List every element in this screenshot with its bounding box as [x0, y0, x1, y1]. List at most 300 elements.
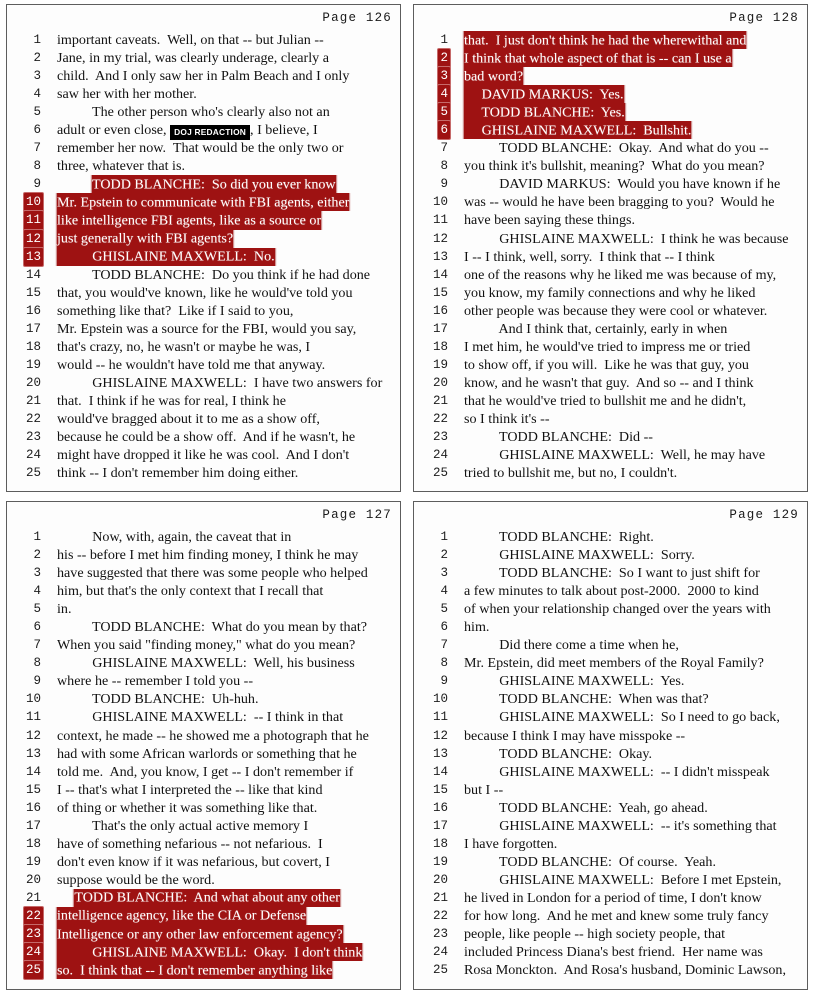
plain-text: TODD BLANCHE: Uh-huh. [57, 691, 259, 708]
line-number [11, 193, 43, 209]
plain-text: TODD BLANCHE: When was that? [464, 691, 709, 708]
transcript-line [418, 31, 803, 49]
transcript-line [418, 871, 803, 889]
line-text [450, 817, 803, 835]
line-text [450, 31, 803, 49]
plain-text: GHISLAINE MAXWELL: -- I think in that [57, 709, 344, 726]
transcript-line [11, 139, 396, 157]
plain-text: would -- he wouldn't have told me that anyway. [57, 356, 326, 373]
highlighted-text: that. I just don't think he had the wherewithal and [464, 32, 747, 48]
plain-text: one of the reasons why he liked me was because of my, [464, 266, 777, 283]
transcript-page-quadrant [0, 497, 407, 995]
plain-text: adult or even close, [57, 122, 171, 139]
line-number [418, 708, 450, 724]
line-number-value: 19 [25, 854, 41, 869]
line-text [450, 211, 803, 229]
plain-text: GHISLAINE MAXWELL: I think he was because [464, 230, 789, 247]
line-number-value: 14 [25, 764, 41, 779]
line-text [43, 230, 396, 248]
line-number [11, 338, 43, 354]
line-number [11, 799, 43, 815]
line-number-value: 20 [25, 375, 41, 390]
line-number-value: 25 [432, 466, 448, 481]
line-text [43, 374, 396, 392]
line-number [11, 103, 43, 119]
transcript-line [418, 600, 803, 618]
line-number [418, 302, 450, 318]
line-number [11, 320, 43, 336]
line-text [43, 211, 396, 229]
transcript-line [11, 31, 396, 49]
line-text [450, 139, 803, 157]
line-text [43, 853, 396, 871]
line-number [11, 817, 43, 833]
line-text [43, 410, 396, 428]
line-number [11, 85, 43, 101]
transcript-line [418, 230, 803, 248]
line-number-value: 11 [432, 213, 448, 228]
plain-text: TODD BLANCHE: Did -- [464, 429, 653, 446]
line-number-value: 16 [25, 800, 41, 815]
plain-text: , I believe, I [250, 122, 318, 139]
transcript-line [11, 564, 396, 582]
line-number [11, 781, 43, 797]
plain-text: I -- that's what I interpreted the -- like that kind [57, 781, 323, 798]
line-number [418, 871, 450, 887]
transcript-line [11, 781, 396, 799]
line-text [43, 727, 396, 745]
line-number [418, 230, 450, 246]
transcript-line [418, 139, 803, 157]
transcript-line [11, 85, 396, 103]
plain-text: because he could be a show off. And if he wasn't, he [57, 429, 356, 446]
line-text [43, 636, 396, 654]
line-number-value: 6 [33, 620, 41, 635]
line-number-value: 17 [432, 321, 448, 336]
transcript-line [11, 320, 396, 338]
transcript-line [11, 618, 396, 636]
plain-text: Rosa Monckton. And Rosa's husband, Dominic Lawson, [464, 962, 786, 979]
plain-text: other people was because they were cool or whatever. [464, 302, 768, 319]
line-number-value: 6 [440, 620, 448, 635]
transcript-lines [11, 30, 396, 482]
line-number-value: 12 [25, 728, 41, 743]
transcript-page-quadrant [407, 0, 814, 497]
plain-text: When you said "finding money," what do you mean? [57, 637, 356, 654]
line-text [450, 871, 803, 889]
line-number [418, 690, 450, 706]
transcript-line [11, 672, 396, 690]
transcript-line [11, 230, 396, 248]
line-number [418, 889, 450, 905]
line-number [11, 139, 43, 155]
transcript-line [418, 320, 803, 338]
transcript-line [11, 121, 396, 139]
line-number [11, 49, 43, 65]
transcript-line [418, 943, 803, 961]
line-number-value: 24 [24, 943, 43, 961]
line-text [43, 835, 396, 853]
line-number-value: 7 [440, 141, 448, 156]
plain-text: GHISLAINE MAXWELL: I have two answers for [57, 374, 383, 391]
page-header-label: Page 126 [322, 11, 392, 25]
line-number-value: 2 [33, 548, 41, 563]
line-number-value: 10 [432, 195, 448, 210]
line-text [450, 636, 803, 654]
line-number-value: 22 [24, 907, 43, 925]
line-number-value: 4 [438, 85, 450, 103]
transcript-line [11, 871, 396, 889]
line-number [11, 961, 43, 977]
line-text [450, 727, 803, 745]
plain-text: that he would've tried to bullshit me and he didn't, [464, 392, 747, 409]
transcript-line [11, 103, 396, 121]
line-number-value: 23 [25, 430, 41, 445]
line-text [43, 781, 396, 799]
line-number [418, 799, 450, 815]
line-number-value: 10 [432, 692, 448, 707]
line-number [418, 320, 450, 336]
line-number [418, 356, 450, 372]
line-number-value: 15 [25, 285, 41, 300]
plain-text: GHISLAINE MAXWELL: Well, his business [57, 655, 355, 672]
line-number [418, 284, 450, 300]
transcript-line [418, 392, 803, 410]
transcript-line [418, 618, 803, 636]
line-number-value: 4 [440, 584, 448, 599]
line-number-value: 3 [438, 67, 450, 85]
highlighted-text: Intelligence or any other law enforcement agency? [57, 926, 343, 943]
line-number [418, 374, 450, 390]
line-number [11, 230, 43, 246]
line-number [418, 600, 450, 616]
transcript-line [418, 564, 803, 582]
line-text [450, 248, 803, 266]
line-number-value: 7 [33, 638, 41, 653]
line-text [450, 781, 803, 799]
line-text [450, 85, 803, 103]
transcript-line [11, 727, 396, 745]
line-number-value: 14 [432, 764, 448, 779]
line-number [418, 546, 450, 562]
transcript-page-quadrant [0, 0, 407, 497]
line-text [43, 925, 396, 943]
line-text [450, 49, 803, 67]
plain-text: TODD BLANCHE: Yeah, go ahead. [464, 799, 708, 816]
line-number [418, 853, 450, 869]
line-number [11, 410, 43, 426]
line-text [43, 799, 396, 817]
line-number [11, 564, 43, 580]
plain-text: him, but that's the only context that I recall that [57, 583, 324, 600]
transcript-line [11, 799, 396, 817]
line-number [418, 564, 450, 580]
plain-text: his -- before I met him finding money, I think he may [57, 547, 359, 564]
line-text [43, 961, 396, 979]
line-number [11, 392, 43, 408]
line-number [11, 175, 43, 191]
line-number-value: 21 [25, 890, 41, 905]
line-text [450, 320, 803, 338]
plain-text: tried to bullshit me, but no, I couldn't. [464, 465, 678, 482]
line-number [418, 925, 450, 941]
transcript-line [11, 374, 396, 392]
plain-text: have suggested that there was some people who helped [57, 565, 368, 582]
line-number-value: 12 [432, 728, 448, 743]
plain-text: context, he made -- he showed me a photograph that he [57, 727, 369, 744]
line-number-value: 24 [432, 945, 448, 960]
line-text [43, 582, 396, 600]
transcript-line [11, 157, 396, 175]
line-number [418, 31, 450, 47]
line-text [43, 428, 396, 446]
transcript-line [418, 175, 803, 193]
transcript-line [11, 338, 396, 356]
plain-text: Mr. Epstein, did meet members of the Royal Family? [464, 655, 764, 672]
line-number [418, 582, 450, 598]
transcript-line [418, 582, 803, 600]
line-number-value: 5 [33, 602, 41, 617]
transcript-line [418, 338, 803, 356]
transcript-line [11, 853, 396, 871]
line-number-value: 5 [440, 602, 448, 617]
transcript-line [418, 211, 803, 229]
line-number [418, 636, 450, 652]
line-text [450, 708, 803, 726]
line-text [450, 67, 803, 85]
transcript-line [418, 961, 803, 979]
transcript-page [413, 4, 808, 492]
plain-text: would've bragged about it to me as a show off, [57, 410, 320, 427]
line-number-value: 9 [440, 674, 448, 689]
plain-text: DAVID MARKUS: Would you have known if he [464, 176, 781, 193]
plain-text: TODD BLANCHE: Okay. [464, 745, 653, 762]
plain-text: might have dropped it like he was cool. And I don't [57, 447, 350, 464]
line-number [11, 654, 43, 670]
line-number [418, 193, 450, 209]
line-number-value: 8 [440, 656, 448, 671]
plain-text [57, 176, 92, 192]
highlighted-text: like intelligence FBI agents, like as a source or [57, 212, 322, 229]
plain-text: know, and he wasn't that guy. And so -- and I think [464, 374, 754, 391]
line-number [418, 464, 450, 480]
transcript-line [11, 248, 396, 266]
page-header-label: Page 129 [729, 508, 799, 522]
line-number-value: 13 [25, 746, 41, 761]
transcript-line [418, 103, 803, 121]
transcript-page-quadrant [407, 497, 814, 995]
plain-text [57, 890, 74, 906]
line-number-value: 12 [24, 230, 43, 248]
line-text [43, 871, 396, 889]
line-text [450, 103, 803, 121]
line-number-value: 24 [432, 448, 448, 463]
transcript-line [11, 464, 396, 482]
line-text [43, 907, 396, 925]
line-text [43, 817, 396, 835]
line-number [11, 672, 43, 688]
plain-text: of when your relationship changed over the years with [464, 601, 771, 618]
line-number [11, 600, 43, 616]
line-text [43, 284, 396, 302]
transcript-line [418, 356, 803, 374]
plain-text: for how long. And he met and knew some truly fancy [464, 907, 769, 924]
plain-text: something like that? Like if I said to you, [57, 302, 294, 319]
transcript-line [418, 374, 803, 392]
line-text [450, 464, 803, 482]
plain-text: so I think it's -- [464, 410, 550, 427]
line-text [450, 193, 803, 211]
line-number-value: 1 [440, 33, 448, 47]
transcript-line [11, 817, 396, 835]
line-text [450, 528, 803, 546]
line-number-value: 16 [25, 303, 41, 318]
highlighted-text: Mr. Epstein to communicate with FBI agents, either [57, 194, 350, 211]
line-number [11, 31, 43, 47]
line-number [11, 266, 43, 282]
transcript-line [418, 781, 803, 799]
transcript-line [11, 546, 396, 564]
transcript-page [6, 501, 401, 990]
line-number [418, 763, 450, 779]
line-number [11, 284, 43, 300]
line-number [11, 907, 43, 923]
line-text [43, 175, 396, 193]
line-number-value: 25 [432, 963, 448, 978]
line-number-value: 19 [432, 854, 448, 869]
transcript-line [418, 49, 803, 67]
plain-text: GHISLAINE MAXWELL: -- I didn't misspeak [464, 763, 770, 780]
line-text [450, 600, 803, 618]
transcript-line [418, 799, 803, 817]
line-text [450, 374, 803, 392]
transcript-line [418, 672, 803, 690]
line-number-value: 4 [33, 584, 41, 599]
line-number [11, 853, 43, 869]
line-text [43, 745, 396, 763]
line-number [11, 428, 43, 444]
highlighted-text: GHISLAINE MAXWELL: Bullshit. [464, 122, 692, 139]
line-number [418, 49, 450, 65]
transcript-line [11, 582, 396, 600]
transcript-lines [418, 30, 803, 482]
transcript-line [418, 446, 803, 464]
line-number-value: 24 [25, 448, 41, 463]
line-number [418, 103, 450, 119]
line-number-value: 5 [33, 105, 41, 120]
line-number [418, 175, 450, 191]
transcript-line [418, 889, 803, 907]
highlighted-text: TODD BLANCHE: And what about any other [74, 889, 340, 906]
line-text [43, 690, 396, 708]
line-number [11, 121, 43, 137]
line-number [418, 67, 450, 83]
transcript-line [418, 835, 803, 853]
transcript-line [11, 907, 396, 925]
line-number-value: 12 [432, 231, 448, 246]
transcript-line [418, 157, 803, 175]
plain-text: That's the only actual active memory I [57, 817, 309, 834]
line-number-value: 9 [33, 674, 41, 689]
line-number [418, 211, 450, 227]
line-text [450, 266, 803, 284]
plain-text: GHISLAINE MAXWELL: So I need to go back, [464, 709, 780, 726]
line-text [450, 690, 803, 708]
line-text [43, 139, 396, 157]
line-number-value: 8 [33, 656, 41, 671]
plain-text: I -- I think, well, sorry. I think that -- I think [464, 248, 715, 265]
line-number-value: 7 [440, 638, 448, 653]
line-text [450, 564, 803, 582]
transcript-line [418, 636, 803, 654]
line-number-value: 18 [432, 836, 448, 851]
line-number [11, 618, 43, 634]
line-number [11, 446, 43, 462]
line-number-value: 11 [432, 710, 448, 725]
line-number-value: 14 [432, 267, 448, 282]
line-text [43, 121, 396, 140]
plain-text: told me. And, you know, I get -- I don't remember if [57, 763, 354, 780]
line-text [450, 907, 803, 925]
highlighted-text: DAVID MARKUS: Yes. [464, 86, 624, 103]
line-number [418, 781, 450, 797]
transcript-line [418, 708, 803, 726]
line-number-value: 19 [25, 357, 41, 372]
plain-text: Did there come a time when he, [464, 637, 679, 654]
transcript-line [11, 266, 396, 284]
transcript-line [418, 528, 803, 546]
transcript-line [11, 410, 396, 428]
plain-text: I have forgotten. [464, 835, 558, 852]
transcript-line [11, 392, 396, 410]
transcript-line [11, 211, 396, 229]
plain-text: in. [57, 601, 72, 618]
plain-text: Mr. Epstein was a source for the FBI, would you say, [57, 320, 357, 337]
line-number [11, 889, 43, 905]
line-number-value: 3 [33, 566, 41, 581]
line-number [11, 374, 43, 390]
line-number [418, 672, 450, 688]
line-text [43, 85, 396, 103]
line-number-value: 1 [33, 530, 41, 544]
line-number [418, 943, 450, 959]
line-number-value: 2 [440, 548, 448, 563]
highlighted-text: just generally with FBI agents? [57, 230, 234, 247]
line-number-value: 15 [25, 782, 41, 797]
line-number-value: 9 [440, 177, 448, 192]
plain-text: saw her with her mother. [57, 86, 197, 103]
line-number [11, 636, 43, 652]
line-number [418, 961, 450, 977]
transcript-line [11, 925, 396, 943]
transcript-lines [418, 527, 803, 979]
transcript-line [11, 49, 396, 67]
line-number-value: 13 [432, 746, 448, 761]
plain-text: child. And I only saw her in Palm Beach and I only [57, 68, 350, 85]
transcript-line [418, 817, 803, 835]
line-number-value: 21 [432, 393, 448, 408]
page-header-label: Page 127 [322, 508, 392, 522]
line-number [418, 392, 450, 408]
line-number-value: 25 [24, 961, 43, 979]
transcript-line [418, 690, 803, 708]
line-number-value: 16 [432, 303, 448, 318]
plain-text: you think it's bullshit, meaning? What do you mean? [464, 158, 765, 175]
line-text [450, 121, 803, 139]
line-number-value: 23 [432, 430, 448, 445]
line-text [43, 356, 396, 374]
line-number [418, 338, 450, 354]
